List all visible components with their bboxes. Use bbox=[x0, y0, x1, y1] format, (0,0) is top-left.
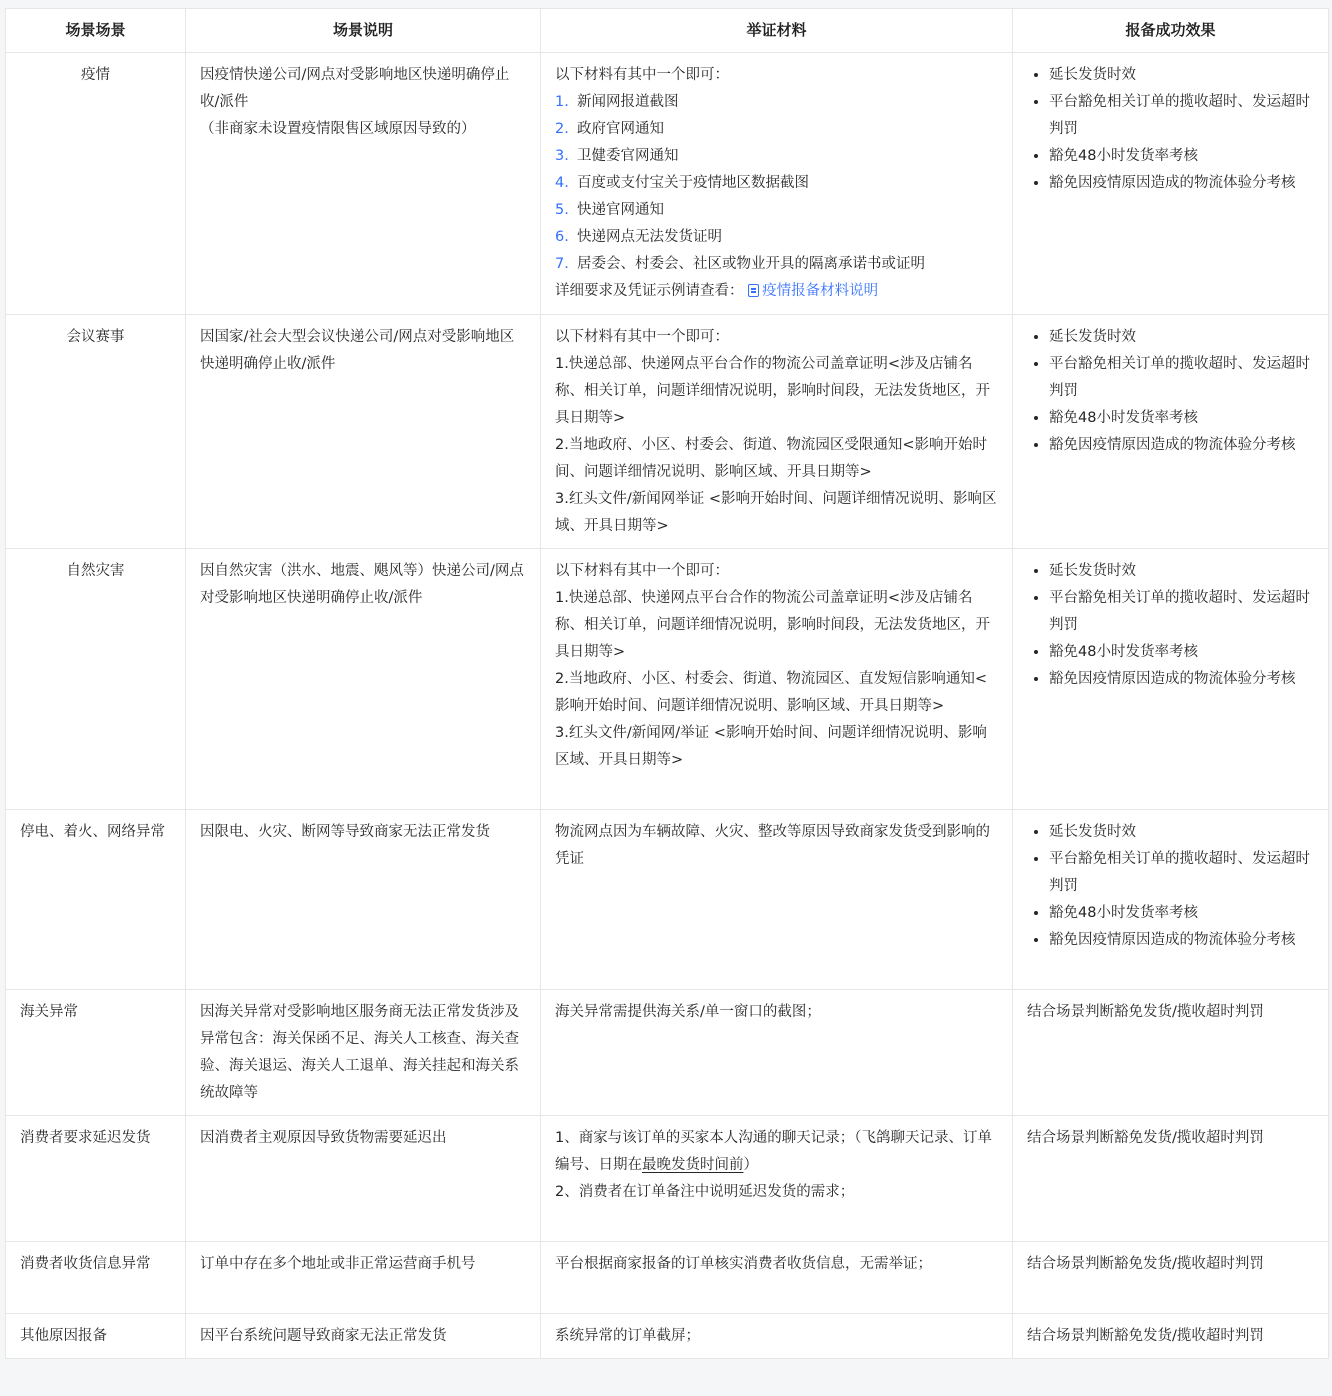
list-item bbox=[555, 224, 998, 251]
list-item: • 豁免因疫情原因造成的物流体验分考核 bbox=[1049, 666, 1314, 693]
list-number: 5. bbox=[555, 202, 569, 218]
report-scenario-table bbox=[5, 8, 1329, 1359]
list-item bbox=[555, 116, 998, 143]
list-number: 3. bbox=[555, 148, 569, 164]
list-number: 1. bbox=[555, 94, 569, 110]
list-item bbox=[555, 143, 998, 170]
list-item bbox=[555, 89, 998, 116]
evidence-cell bbox=[541, 1314, 1013, 1359]
description-text: 因平台系统问题导致商家无法正常发货 bbox=[200, 1328, 447, 1344]
effect-list bbox=[1027, 324, 1314, 459]
list-item-text: 快递官网通知 bbox=[577, 202, 664, 218]
scene-cell: 海关异常 bbox=[6, 990, 186, 1116]
evidence-line: 3.红头文件/新闻网/举证 <影响开始时间、问题详细情况说明、影响区域、开具日期等> bbox=[555, 725, 987, 768]
evidence-cell bbox=[541, 1116, 1013, 1242]
list-item: • 平台豁免相关订单的揽收超时、发运超时判罚 bbox=[1049, 585, 1314, 639]
table-row bbox=[6, 315, 1329, 549]
list-item-text: 快递网点无法发货证明 bbox=[577, 229, 722, 245]
effect-list bbox=[1027, 819, 1314, 954]
effect-cell bbox=[1013, 315, 1329, 549]
effect-list bbox=[1027, 62, 1314, 197]
description-text: 订单中存在多个地址或非正常运营商手机号 bbox=[200, 1256, 476, 1272]
list-item: • 平台豁免相关订单的揽收超时、发运超时判罚 bbox=[1049, 89, 1314, 143]
description-text: 因疫情快递公司/网点对受影响地区快递明确停止收/派件 bbox=[200, 67, 510, 110]
evidence-note-line bbox=[555, 278, 998, 305]
evidence-cell bbox=[541, 53, 1013, 315]
evidence-cell bbox=[541, 315, 1013, 549]
list-item-text: 政府官网通知 bbox=[577, 121, 664, 137]
evidence-intro: 以下材料有其中一个即可： bbox=[555, 67, 729, 83]
effect-cell bbox=[1013, 53, 1329, 315]
description-cell bbox=[186, 810, 541, 990]
table-row bbox=[6, 1314, 1329, 1359]
evidence-cell bbox=[541, 990, 1013, 1116]
evidence-line: 海关异常需提供海关系/单一窗口的截图； bbox=[555, 1004, 821, 1020]
description-cell bbox=[186, 549, 541, 810]
effect-cell: 结合场景判断豁免发货/揽收超时判罚 bbox=[1013, 1314, 1329, 1359]
evidence-line: 3.红头文件/新闻网举证 <影响开始时间、问题详细情况说明、影响区域、开具日期等> bbox=[555, 491, 997, 534]
list-item: • 豁免因疫情原因造成的物流体验分考核 bbox=[1049, 432, 1314, 459]
evidence-line bbox=[555, 1125, 998, 1179]
table-row bbox=[6, 990, 1329, 1116]
list-item-text: 新闻网报道截图 bbox=[577, 94, 679, 110]
evidence-line: 平台根据商家报备的订单核实消费者收货信息，无需举证； bbox=[555, 1256, 932, 1272]
table-row bbox=[6, 53, 1329, 315]
evidence-list bbox=[555, 89, 998, 278]
description-text: 因海关异常对受影响地区服务商无法正常发货涉及异常包含：海关保函不足、海关人工核查、海关查验、海关退运、海关人工退单、海关挂起和海关系统故障等 bbox=[200, 1004, 519, 1101]
header-effect: 报备成功效果 bbox=[1013, 9, 1329, 53]
list-item: • 平台豁免相关订单的揽收超时、发运超时判罚 bbox=[1049, 351, 1314, 405]
description-text: 因自然灾害（洪水、地震、飓风等）快递公司/网点对受影响地区快递明确停止收/派件 bbox=[200, 563, 524, 606]
effect-cell: 结合场景判断豁免发货/揽收超时判罚 bbox=[1013, 1242, 1329, 1314]
evidence-line: 1.快递总部、快递网点平台合作的物流公司盖章证明<涉及店铺名称、相关订单，问题详细情况说明，影响时间段，无法发货地区，开具日期等> bbox=[555, 356, 990, 426]
evidence-line: 物流网点因为车辆故障、火灾、整改等原因导致商家发货受到影响的凭证 bbox=[555, 824, 990, 867]
report-scenario-table-container bbox=[5, 8, 1328, 1359]
effect-list bbox=[1027, 558, 1314, 693]
evidence-line: 以下材料有其中一个即可： bbox=[555, 563, 729, 579]
doc-link-label: 疫情报备材料说明 bbox=[762, 283, 879, 299]
evidence-cell bbox=[541, 1242, 1013, 1314]
evidence-note: 详细要求及凭证示例请查看： bbox=[555, 283, 744, 299]
list-item-text: 居委会、村委会、社区或物业开具的隔离承诺书或证明 bbox=[577, 256, 925, 272]
list-item: • 延长发货时效 bbox=[1049, 819, 1314, 846]
evidence-text: ） bbox=[743, 1157, 758, 1173]
evidence-line: 2.当地政府、小区、村委会、街道、物流园区、直发短信影响通知<影响开始时间、问题详细情况说明、影响区域、开具日期等> bbox=[555, 671, 987, 714]
evidence-line: 以下材料有其中一个即可： bbox=[555, 329, 729, 345]
effect-cell bbox=[1013, 810, 1329, 990]
evidence-line: 系统异常的订单截屏； bbox=[555, 1328, 700, 1344]
scene-cell: 停电、着火、网络异常 bbox=[6, 810, 186, 990]
epidemic-material-doc-link[interactable] bbox=[748, 283, 878, 299]
scene-cell: 疫情 bbox=[6, 53, 186, 315]
evidence-cell bbox=[541, 549, 1013, 810]
description-cell bbox=[186, 315, 541, 549]
table-row bbox=[6, 1242, 1329, 1314]
list-item-text: 百度或支付宝关于疫情地区数据截图 bbox=[577, 175, 809, 191]
header-description: 场景说明 bbox=[186, 9, 541, 53]
description-text: 因消费者主观原因导致货物需要延迟出 bbox=[200, 1130, 447, 1146]
list-item: • 豁免48小时发货率考核 bbox=[1049, 143, 1314, 170]
table-row bbox=[6, 810, 1329, 990]
description-cell bbox=[186, 53, 541, 315]
description-text: 因限电、火灾、断网等导致商家无法正常发货 bbox=[200, 824, 490, 840]
evidence-line: 1.快递总部、快递网点平台合作的物流公司盖章证明<涉及店铺名称、相关订单，问题详细情况说明，影响时间段，无法发货地区，开具日期等> bbox=[555, 590, 990, 660]
description-cell bbox=[186, 1242, 541, 1314]
scene-cell: 消费者要求延迟发货 bbox=[6, 1116, 186, 1242]
list-item: • 延长发货时效 bbox=[1049, 324, 1314, 351]
description-cell bbox=[186, 990, 541, 1116]
document-icon bbox=[748, 284, 759, 297]
scene-cell: 自然灾害 bbox=[6, 549, 186, 810]
list-item: • 豁免因疫情原因造成的物流体验分考核 bbox=[1049, 170, 1314, 197]
evidence-text: 1、商家与该订单的买家本人沟通的聊天记录；（飞鸽聊天记录、订单编号、日期在 bbox=[555, 1130, 992, 1173]
scene-cell: 其他原因报备 bbox=[6, 1314, 186, 1359]
list-item: • 豁免48小时发货率考核 bbox=[1049, 900, 1314, 927]
list-number: 2. bbox=[555, 121, 569, 137]
underlined-deadline-text: 最晚发货时间前 bbox=[642, 1157, 744, 1173]
list-item bbox=[555, 197, 998, 224]
list-item: • 豁免48小时发货率考核 bbox=[1049, 639, 1314, 666]
list-item: • 豁免48小时发货率考核 bbox=[1049, 405, 1314, 432]
header-evidence: 举证材料 bbox=[541, 9, 1013, 53]
description-cell bbox=[186, 1314, 541, 1359]
effect-cell: 结合场景判断豁免发货/揽收超时判罚 bbox=[1013, 990, 1329, 1116]
list-item: • 延长发货时效 bbox=[1049, 558, 1314, 585]
evidence-cell bbox=[541, 810, 1013, 990]
evidence-line: 2、消费者在订单备注中说明延迟发货的需求； bbox=[555, 1184, 855, 1200]
list-item: • 延长发货时效 bbox=[1049, 62, 1314, 89]
list-number: 7. bbox=[555, 256, 569, 272]
list-item bbox=[555, 251, 998, 278]
list-item: • 豁免因疫情原因造成的物流体验分考核 bbox=[1049, 927, 1314, 954]
scene-cell: 会议赛事 bbox=[6, 315, 186, 549]
scene-cell: 消费者收货信息异常 bbox=[6, 1242, 186, 1314]
table-header-row bbox=[6, 9, 1329, 53]
description-note: （非商家未设置疫情限售区域原因导致的） bbox=[200, 121, 476, 137]
description-text: 因国家/社会大型会议快递公司/网点对受影响地区快递明确停止收/派件 bbox=[200, 329, 515, 372]
table-row bbox=[6, 1116, 1329, 1242]
list-item-text: 卫健委官网通知 bbox=[577, 148, 679, 164]
effect-cell bbox=[1013, 549, 1329, 810]
effect-cell: 结合场景判断豁免发货/揽收超时判罚 bbox=[1013, 1116, 1329, 1242]
list-number: 6. bbox=[555, 229, 569, 245]
header-scene: 场景场景 bbox=[6, 9, 186, 53]
list-item bbox=[555, 170, 998, 197]
table-row bbox=[6, 549, 1329, 810]
description-cell bbox=[186, 1116, 541, 1242]
list-number: 4. bbox=[555, 175, 569, 191]
evidence-line: 2.当地政府、小区、村委会、街道、物流园区受限通知<影响开始时间、问题详细情况说明、影响区域、开具日期等> bbox=[555, 437, 987, 480]
list-item: • 平台豁免相关订单的揽收超时、发运超时判罚 bbox=[1049, 846, 1314, 900]
